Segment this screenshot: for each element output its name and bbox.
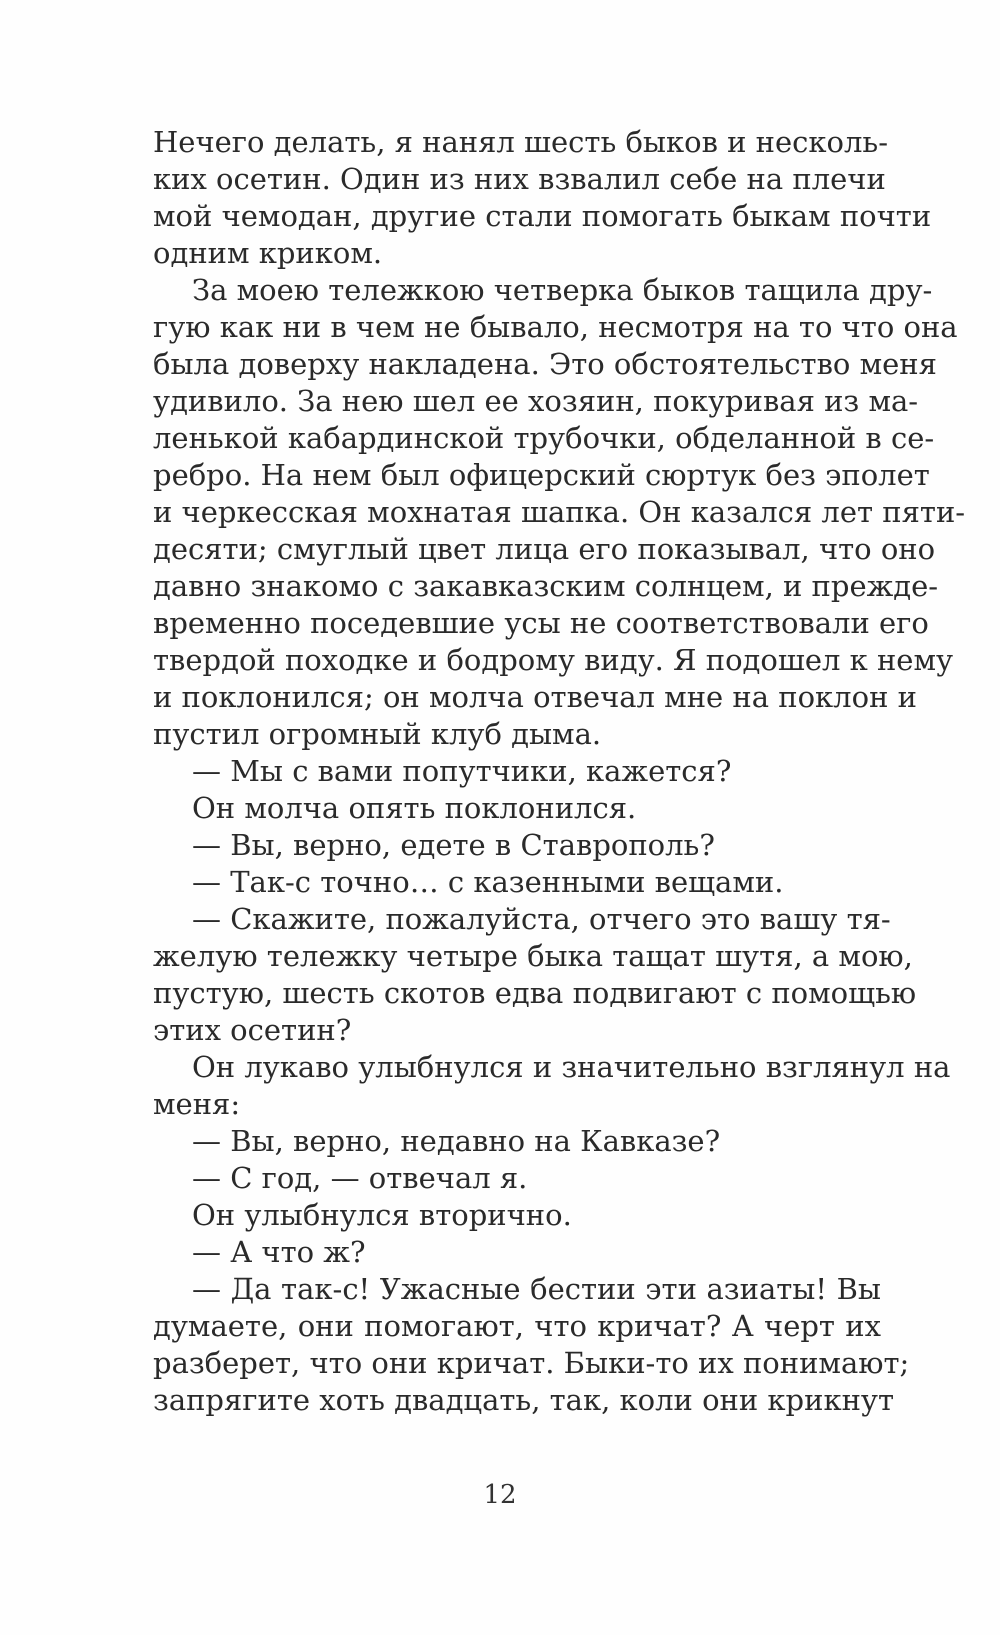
text-line: разберет, что они кричат. Быки-то их понимают; — [153, 1346, 910, 1380]
text-line: За моею тележкою четверка быков тащила дру- — [192, 273, 933, 307]
page-text — [153, 124, 966, 1419]
page-number: 12 — [483, 1480, 517, 1510]
dialogue-line: — Вы, верно, недавно на Кавказе? — [192, 1124, 721, 1158]
dialogue-line: — Вы, верно, едете в Ставрополь? — [192, 828, 715, 862]
text-line: запрягите хоть двадцать, так, коли они крикнут — [153, 1383, 895, 1417]
dialogue-line: — А что ж? — [192, 1235, 366, 1269]
text-line: Он лукаво улыбнулся и значительно взглянул на — [192, 1050, 951, 1084]
text-line: ких осетин. Один из них взвалил себе на плечи — [153, 162, 886, 196]
text-line: ребро. На нем был офицерский сюртук без эполет — [153, 458, 930, 492]
text-line: думаете, они помогают, что кричат? А черт их — [153, 1309, 881, 1343]
text-line: десяти; смуглый цвет лица его показывал, что оно — [153, 532, 936, 566]
text-line: временно поседевшие усы не соответствовали его — [153, 606, 929, 640]
text-line: давно знакомо с закавказским солнцем, и прежде- — [153, 569, 939, 603]
text-line: была доверху накладена. Это обстоятельство меня — [153, 347, 937, 381]
text-line: ленькой кабардинской трубочки, обделанной в се- — [153, 421, 935, 455]
text-line: Он молча опять поклонился. — [192, 791, 637, 825]
dialogue-line: — Да так-с! Ужасные бестии эти азиаты! Вы — [192, 1272, 881, 1306]
text-line: мой чемодан, другие стали помогать быкам почти — [153, 199, 932, 233]
text-line: пустую, шесть скотов едва подвигают с помощью — [153, 976, 917, 1010]
dialogue-line: — Скажите, пожалуйста, отчего это вашу тя- — [192, 902, 891, 936]
text-line: желую тележку четыре быка тащат шутя, а мою, — [153, 939, 913, 973]
text-line: и черкесская мохнатая шапка. Он казался лет пяти- — [153, 495, 966, 529]
dialogue-line: — Так-с точно… с казенными вещами. — [192, 865, 784, 899]
text-line: одним криком. — [153, 236, 383, 270]
dialogue-line: — Мы с вами попутчики, кажется? — [192, 754, 732, 788]
text-line: и поклонился; он молча отвечал мне на поклон и — [153, 680, 917, 714]
text-line: твердой походке и бодрому виду. Я подошел к нему — [153, 643, 954, 677]
text-line: удивило. За нею шел ее хозяин, покуривая из ма- — [153, 384, 919, 418]
text-line: Он улыбнулся вторично. — [192, 1198, 572, 1232]
dialogue-line: — С год, — отвечал я. — [192, 1161, 528, 1195]
text-line: гую как ни в чем не бывало, несмотря на то что она — [153, 310, 958, 344]
text-line: меня: — [153, 1087, 241, 1121]
text-line: пустил огромный клуб дыма. — [153, 717, 602, 751]
text-line: этих осетин? — [153, 1013, 352, 1047]
text-line: Нечего делать, я нанял шесть быков и несколь- — [153, 125, 889, 159]
